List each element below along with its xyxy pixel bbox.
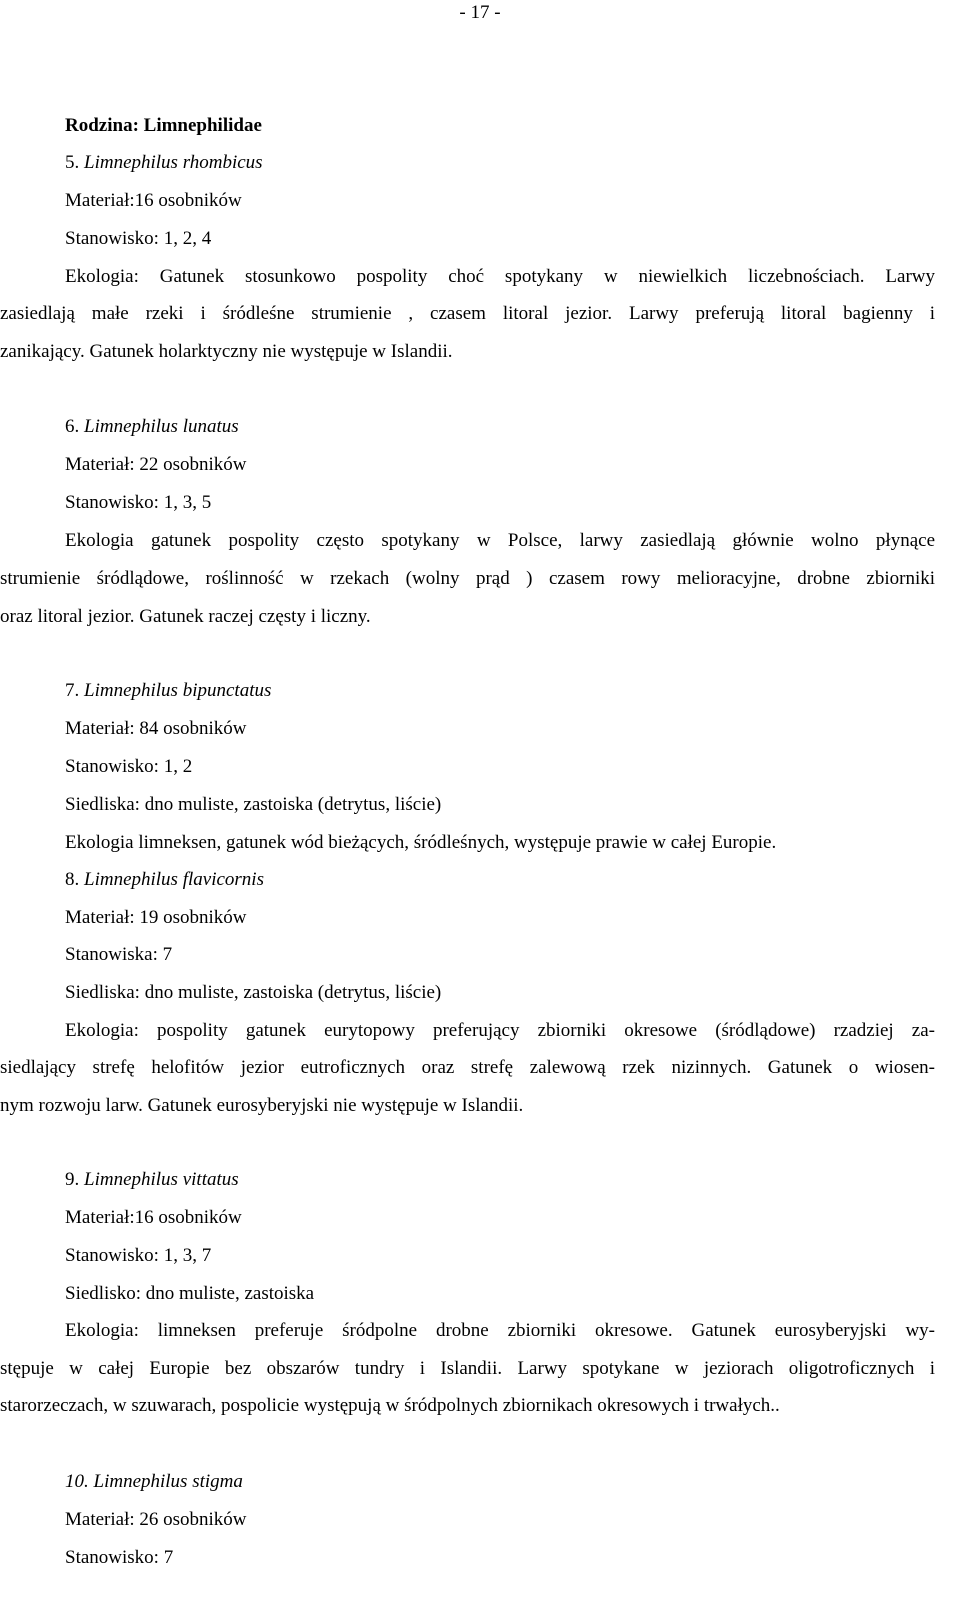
ecology-line: siedlający strefę helofitów jezior eutroficznych oraz strefę zalewową rzek nizinnych. Gatunek o wiosen- <box>0 1057 935 1078</box>
material-line: Materiał:16 osobników <box>65 1207 242 1228</box>
ecology-line: Ekologia: limneksen preferuje śródpolne drobne zbiorniki okresowe. Gatunek eurosyberyjski wy- <box>65 1320 935 1341</box>
species-name: Limnephilus bipunctatus <box>84 680 272 701</box>
species-number: 6. <box>65 416 80 437</box>
species-number: 7. <box>65 680 80 701</box>
material-line: Materiał: 26 osobników <box>65 1509 247 1530</box>
species-title <box>65 414 239 440</box>
family-heading: Rodzina: Limnephilidae <box>65 115 262 136</box>
material-line: Materiał:16 osobników <box>65 190 242 211</box>
species-name: Limnephilus stigma <box>93 1471 243 1492</box>
station-line: Stanowiska: 7 <box>65 944 173 965</box>
species-title <box>65 150 263 176</box>
species-name: Limnephilus vittatus <box>84 1169 239 1190</box>
species-title <box>65 1167 239 1193</box>
species-title <box>65 678 271 704</box>
material-line: Materiał: 19 osobników <box>65 907 247 928</box>
ecology-line: zanikający. Gatunek holarktyczny nie występuje w Islandii. <box>0 341 453 362</box>
material-line: Materiał: 22 osobników <box>65 454 247 475</box>
ecology-line: Ekologia gatunek pospolity często spotykany w Polsce, larwy zasiedlają głównie wolno płynące <box>65 530 935 551</box>
species-number: 10. <box>65 1471 89 1492</box>
station-line: Stanowisko: 1, 2 <box>65 756 193 777</box>
ecology-line: Ekologia: Gatunek stosunkowo pospolity choć spotykany w niewielkich liczebnościach. Larwy <box>65 266 935 287</box>
material-line: Materiał: 84 osobników <box>65 718 247 739</box>
species-title <box>65 1469 243 1495</box>
ecology-line: Ekologia limneksen, gatunek wód bieżących, śródleśnych, występuje prawie w całej Europie. <box>65 832 777 853</box>
species-title <box>65 867 264 893</box>
ecology-line: stępuje w całej Europie bez obszarów tundry i Islandii. Larwy spotykane w jeziorach oligotroficznych i <box>0 1358 935 1379</box>
species-name: Limnephilus flavicornis <box>84 869 264 890</box>
habitat-line: Siedlisko: dno muliste, zastoiska <box>65 1283 315 1304</box>
ecology-line: Ekologia: pospolity gatunek eurytopowy preferujący zbiorniki okresowe (śródlądowe) rzadziej za- <box>65 1020 935 1041</box>
station-line: Stanowisko: 1, 2, 4 <box>65 228 212 249</box>
ecology-line: starorzeczach, w szuwarach, pospolicie występują w śródpolnych zbiornikach okresowych i trwałych.. <box>0 1395 780 1416</box>
ecology-line: zasiedlają małe rzeki i śródleśne strumienie , czasem litoral jezior. Larwy preferują litoral bagienny i <box>0 303 935 324</box>
ecology-line: strumienie śródlądowe, roślinność w rzekach (wolny prąd ) czasem rowy melioracyjne, drobne zbiorniki <box>0 568 935 589</box>
station-line: Stanowisko: 1, 3, 5 <box>65 492 212 513</box>
ecology-line: oraz litoral jezior. Gatunek raczej częsty i liczny. <box>0 606 371 627</box>
species-number: 9. <box>65 1169 80 1190</box>
page-number: - 17 - <box>459 2 501 23</box>
habitat-line: Siedliska: dno muliste, zastoiska (detrytus, liście) <box>65 982 442 1003</box>
species-number: 8. <box>65 869 80 890</box>
ecology-line: nym rozwoju larw. Gatunek eurosyberyjski nie występuje w Islandii. <box>0 1095 524 1116</box>
habitat-line: Siedliska: dno muliste, zastoiska (detrytus, liście) <box>65 794 442 815</box>
species-name: Limnephilus lunatus <box>84 416 239 437</box>
species-name: Limnephilus rhombicus <box>84 152 263 173</box>
station-line: Stanowisko: 7 <box>65 1547 174 1568</box>
station-line: Stanowisko: 1, 3, 7 <box>65 1245 212 1266</box>
species-number: 5. <box>65 152 80 173</box>
